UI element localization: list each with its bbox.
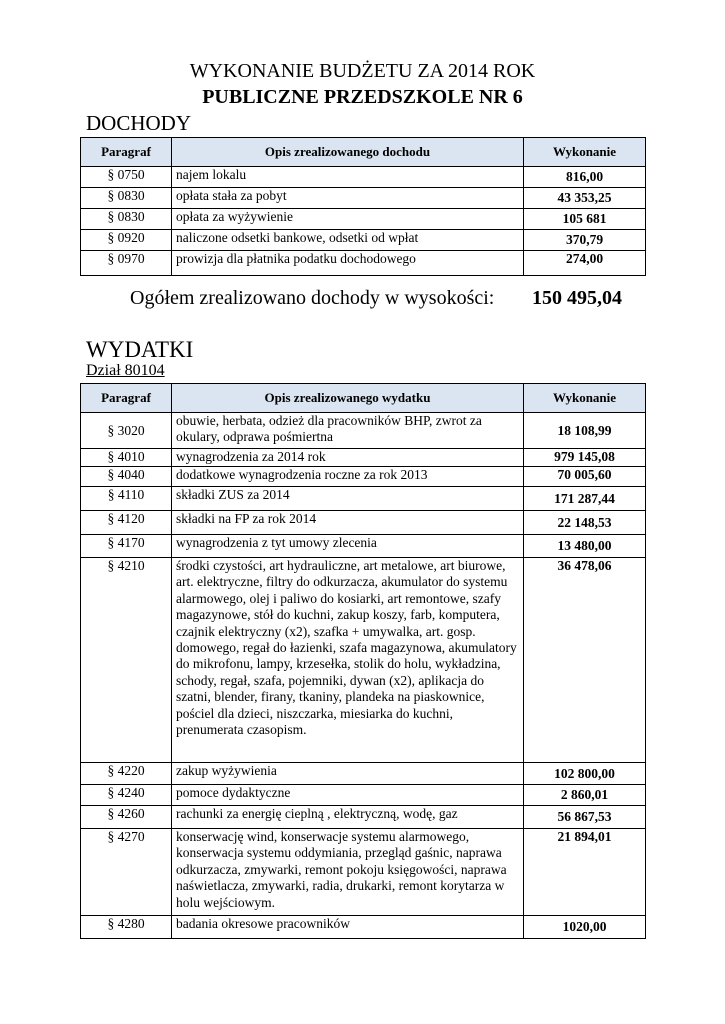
row-opis: obuwie, herbata, odzież dla pracowników BHP, zwrot za okulary, odprawa pośmiertna bbox=[172, 413, 524, 449]
row-wykonanie: 18 108,99 bbox=[524, 413, 646, 449]
row-opis: składki na FP za rok 2014 bbox=[172, 511, 524, 535]
document-subtitle: PUBLICZNE PRZEDSZKOLE NR 6 bbox=[202, 86, 523, 108]
row-opis: pomoce dydaktyczne bbox=[172, 785, 524, 806]
row-paragraf: § 3020 bbox=[81, 413, 172, 449]
row-wykonanie: 102 800,00 bbox=[524, 763, 646, 785]
row-paragraf: § 4210 bbox=[81, 558, 172, 763]
table-row bbox=[81, 209, 646, 230]
table-row bbox=[81, 188, 646, 209]
row-wykonanie: 22 148,53 bbox=[524, 511, 646, 535]
document-title: WYKONANIE BUDŻETU ZA 2014 ROK bbox=[189, 60, 536, 82]
row-paragraf: § 4240 bbox=[81, 785, 172, 806]
row-wykonanie: 2 860,01 bbox=[524, 785, 646, 806]
table-row bbox=[81, 467, 646, 487]
expenses-header-paragraf: Paragraf bbox=[81, 384, 172, 413]
row-paragraf: § 4120 bbox=[81, 511, 172, 535]
table-row bbox=[81, 511, 646, 535]
row-opis: rachunki za energię cieplną , elektryczną, wodę, gaz bbox=[172, 806, 524, 829]
row-paragraf: § 4010 bbox=[81, 449, 172, 467]
row-paragraf: § 4110 bbox=[81, 487, 172, 511]
row-paragraf: § 0920 bbox=[81, 230, 172, 251]
row-opis: najem lokalu bbox=[172, 167, 524, 188]
row-opis: wynagrodzenia z tyt umowy zlecenia bbox=[172, 535, 524, 558]
row-opis: opłata stała za pobyt bbox=[172, 188, 524, 209]
row-paragraf: § 0750 bbox=[81, 167, 172, 188]
row-wykonanie: 816,00 bbox=[524, 167, 646, 188]
income-section-title: DOCHODY bbox=[86, 111, 191, 135]
row-opis: naliczone odsetki bankowe, odsetki od wpłat bbox=[172, 230, 524, 251]
table-row bbox=[81, 785, 646, 806]
row-paragraf: § 4280 bbox=[81, 916, 172, 939]
expenses-dzial: Dział 80104 bbox=[86, 362, 165, 379]
row-paragraf: § 0970 bbox=[81, 251, 172, 276]
income-header-opis: Opis zrealizowanego dochodu bbox=[172, 138, 524, 167]
income-table-header bbox=[81, 138, 646, 167]
row-wykonanie: 13 480,00 bbox=[524, 535, 646, 558]
income-summary-value: 150 495,04 bbox=[532, 287, 622, 309]
row-wykonanie: 1020,00 bbox=[524, 916, 646, 939]
row-opis: zakup wyżywienia bbox=[172, 763, 524, 785]
table-row bbox=[81, 167, 646, 188]
row-opis: dodatkowe wynagrodzenia roczne za rok 2013 bbox=[172, 467, 524, 487]
table-row bbox=[81, 230, 646, 251]
row-paragraf: § 4220 bbox=[81, 763, 172, 785]
table-row bbox=[81, 535, 646, 558]
table-row bbox=[81, 558, 646, 763]
row-paragraf: § 4270 bbox=[81, 829, 172, 916]
table-row bbox=[81, 449, 646, 467]
expenses-header-opis: Opis zrealizowanego wydatku bbox=[172, 384, 524, 413]
table-row bbox=[81, 487, 646, 511]
expenses-table bbox=[80, 383, 646, 939]
income-table bbox=[80, 137, 646, 276]
row-opis: środki czystości, art hydrauliczne, art metalowe, art biurowe, art. elektryczne, filtry do odkurzacza, akumulator do systemu alarmowego, olej i paliwo do kosiarki, art remontowe, szafy magazynowe, stół do kuchni, zakup koszy, farb, komputera, czajnik elektryczny (x2), szafka + umywalka, art. gosp. domowego, regał do łazienki, szafa magazynowa, akumulatory do mikrofonu, lampy, krzesełka, stolik do holu, wykładzina, schody, regał, szafa, pojemniki, dywan (x2), aplikacja do szatni, blender, firany, tkaniny, plandeka na piaskownice, pościel dla dzieci, niszczarka, miesiarka do kuchni, prenumerata czasopism. bbox=[172, 558, 524, 763]
row-wykonanie: 56 867,53 bbox=[524, 806, 646, 829]
row-wykonanie: 43 353,25 bbox=[524, 188, 646, 209]
table-row bbox=[81, 251, 646, 276]
row-opis: badania okresowe pracowników bbox=[172, 916, 524, 939]
expenses-header-wykonanie: Wykonanie bbox=[524, 384, 646, 413]
row-opis: konserwację wind, konserwacje systemu alarmowego, konserwacja systemu oddymiania, przegląd gaśnic, naprawa odkurzacza, zmywarki, remont pokoju księgowości, naprawa naświetlacza, zmywarki, radia, drukarki, remont korytarza w holu wejściowym. bbox=[172, 829, 524, 916]
row-wykonanie: 36 478,06 bbox=[524, 558, 646, 763]
row-opis: opłata za wyżywienie bbox=[172, 209, 524, 230]
row-wykonanie: 979 145,08 bbox=[524, 449, 646, 467]
income-summary-label: Ogółem zrealizowano dochody w wysokości: bbox=[130, 287, 495, 309]
row-paragraf: § 0830 bbox=[81, 209, 172, 230]
table-row bbox=[81, 829, 646, 916]
income-header-wykonanie: Wykonanie bbox=[524, 138, 646, 167]
row-wykonanie: 274,00 bbox=[524, 251, 646, 276]
table-row bbox=[81, 763, 646, 785]
row-wykonanie: 105 681 bbox=[524, 209, 646, 230]
row-paragraf: § 4040 bbox=[81, 467, 172, 487]
row-paragraf: § 0830 bbox=[81, 188, 172, 209]
row-paragraf: § 4170 bbox=[81, 535, 172, 558]
income-header-paragraf: Paragraf bbox=[81, 138, 172, 167]
row-wykonanie: 70 005,60 bbox=[524, 467, 646, 487]
row-wykonanie: 21 894,01 bbox=[524, 829, 646, 916]
row-paragraf: § 4260 bbox=[81, 806, 172, 829]
table-row bbox=[81, 413, 646, 449]
row-opis: prowizja dla płatnika podatku dochodowego bbox=[172, 251, 524, 276]
row-opis: składki ZUS za 2014 bbox=[172, 487, 524, 511]
table-row bbox=[81, 806, 646, 829]
row-wykonanie: 171 287,44 bbox=[524, 487, 646, 511]
expenses-table-header bbox=[81, 384, 646, 413]
expenses-section-title: WYDATKI bbox=[86, 337, 194, 362]
table-row bbox=[81, 916, 646, 939]
row-opis: wynagrodzenia za 2014 rok bbox=[172, 449, 524, 467]
row-wykonanie: 370,79 bbox=[524, 230, 646, 251]
